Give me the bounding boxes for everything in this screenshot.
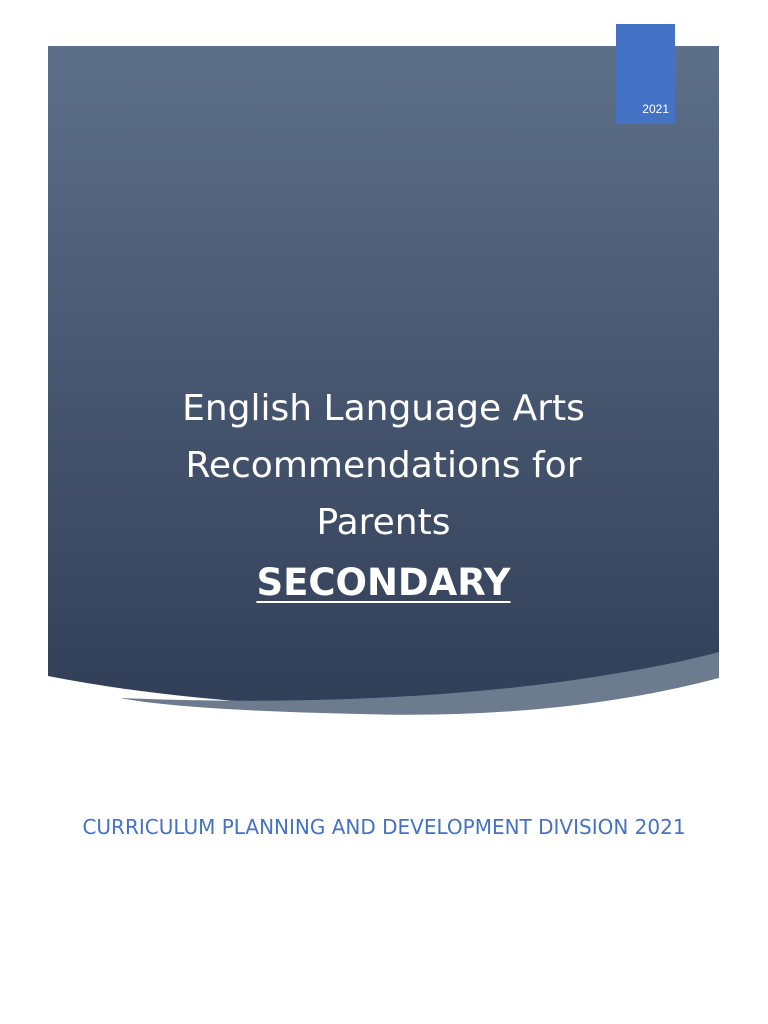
division-name: CURRICULUM PLANNING AND DEVELOPMENT DIVISION 2021 (82, 815, 686, 839)
year-tab (616, 24, 675, 124)
year-label: 2021 (642, 102, 669, 116)
title-line-1: English Language Arts (182, 388, 585, 429)
title-block (48, 380, 719, 605)
subtitle-secondary: SECONDARY (256, 561, 511, 604)
title-line-2: Recommendations for (185, 445, 582, 486)
cover-panel-shape (48, 46, 719, 709)
title-line-3: Parents (316, 502, 451, 543)
